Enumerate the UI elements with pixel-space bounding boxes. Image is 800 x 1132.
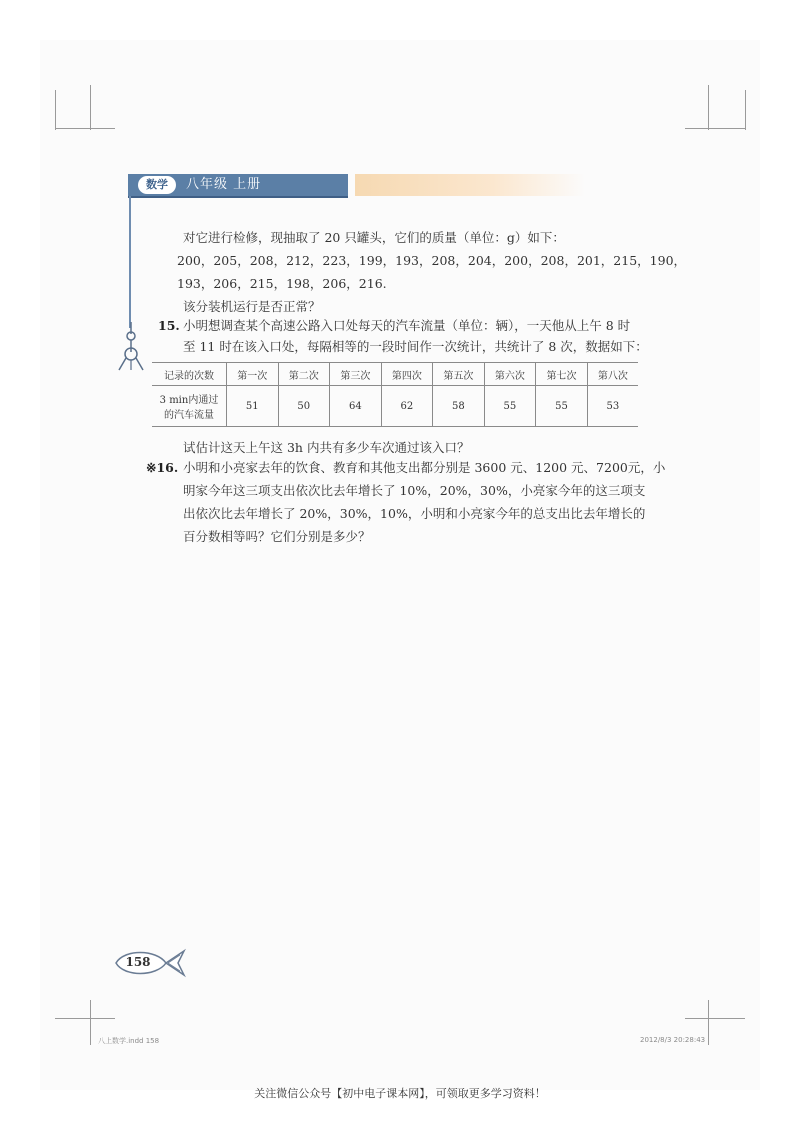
crop-mark-top-right-v bbox=[708, 85, 709, 130]
wechat-note: 关注微信公众号【初中电子课本网】，可领取更多学习资料！ bbox=[254, 1087, 546, 1100]
margin-rule bbox=[129, 196, 131, 328]
row-label-line-1: 3 min内通过 bbox=[159, 395, 219, 406]
subject-badge: 数学 bbox=[138, 176, 176, 194]
table-header-cell: 第一次 bbox=[227, 363, 279, 386]
file-info: 八上数学.indd 158 bbox=[98, 1037, 160, 1045]
problem-15-number: 15. bbox=[158, 318, 180, 333]
p16-line-2: 明家今年这三项支出依次比去年增长了 10%，20%，30%，小亮家今年的这三项支 bbox=[183, 483, 646, 498]
table-header-cell: 记录的次数 bbox=[152, 363, 227, 386]
table-cell: 58 bbox=[433, 386, 485, 427]
p16-line-1: 小明和小亮家去年的饮食、教育和其他支出都分别是 3600 元、1200 元、7200元，小 bbox=[183, 460, 666, 475]
p16-line-4: 百分数相等吗？它们分别是多少？ bbox=[183, 529, 371, 544]
p16-line-3: 出依次比去年增长了 20%，30%，10%，小明和小亮家今年的总支出比去年增长的 bbox=[183, 506, 646, 521]
crop-mark-top-left-v bbox=[90, 85, 91, 130]
tv-tower-icon bbox=[114, 322, 148, 372]
table-header-cell: 第六次 bbox=[484, 363, 536, 386]
table-cell: 53 bbox=[587, 386, 638, 427]
crop-mark-top-right-h bbox=[685, 128, 745, 129]
p14-line-1: 对它进行检修，现抽取了 20 只罐头，它们的质量（单位：g）如下： bbox=[183, 230, 565, 245]
table-cell: 55 bbox=[536, 386, 588, 427]
p15-line-2: 至 11 时在该入口处，每隔相等的一段时间作一次统计，共统计了 8 次，数据如下： bbox=[183, 339, 648, 354]
row-label bbox=[152, 386, 227, 427]
table-cell: 51 bbox=[227, 386, 279, 427]
table-header-cell: 第七次 bbox=[536, 363, 588, 386]
table-cell: 64 bbox=[330, 386, 382, 427]
book-title: 八年级 上册 bbox=[186, 177, 262, 192]
table-header-cell: 第二次 bbox=[278, 363, 330, 386]
p14-line-4: 该分装机运行是否正常？ bbox=[183, 299, 321, 314]
p15-line-1: 小明想调查某个高速公路入口处每天的汽车流量（单位：辆），一天他从上午 8 时 bbox=[183, 318, 631, 333]
table-cell: 50 bbox=[278, 386, 330, 427]
traffic-table bbox=[152, 362, 638, 427]
p15-question: 试估计这天上午这 3h 内共有多少车次通过该入口？ bbox=[183, 440, 470, 455]
crop-mark-bottom-right-h bbox=[685, 1018, 745, 1019]
print-timestamp: 2012/8/3 20:28:43 bbox=[640, 1036, 706, 1044]
header-fade-band bbox=[355, 174, 585, 196]
table-row bbox=[152, 386, 638, 427]
crop-mark-bottom-right-v bbox=[708, 1000, 709, 1045]
page-number: 158 bbox=[125, 955, 151, 969]
table-cell: 55 bbox=[484, 386, 536, 427]
p14-line-3: 193，206，215，198，206，216. bbox=[177, 276, 387, 291]
table-header-row bbox=[152, 363, 638, 386]
crop-mark-top-right-v2 bbox=[745, 90, 746, 130]
row-label-line-2: 的汽车流量 bbox=[164, 410, 214, 421]
table-header-cell: 第八次 bbox=[587, 363, 638, 386]
crop-mark-top-left-v2 bbox=[55, 90, 56, 130]
table-header-cell: 第三次 bbox=[330, 363, 382, 386]
table-header-cell: 第五次 bbox=[433, 363, 485, 386]
table-header-cell: 第四次 bbox=[381, 363, 433, 386]
crop-mark-bottom-left-h bbox=[55, 1018, 115, 1019]
crop-mark-top-left-h bbox=[55, 128, 115, 129]
problem-16-number: ※16. bbox=[146, 460, 179, 475]
crop-mark-bottom-left-v bbox=[90, 1000, 91, 1045]
p14-line-2: 200，205，208，212，223，199，193，208，204，200，208，201，215，190， bbox=[177, 253, 687, 268]
table-cell: 62 bbox=[381, 386, 433, 427]
